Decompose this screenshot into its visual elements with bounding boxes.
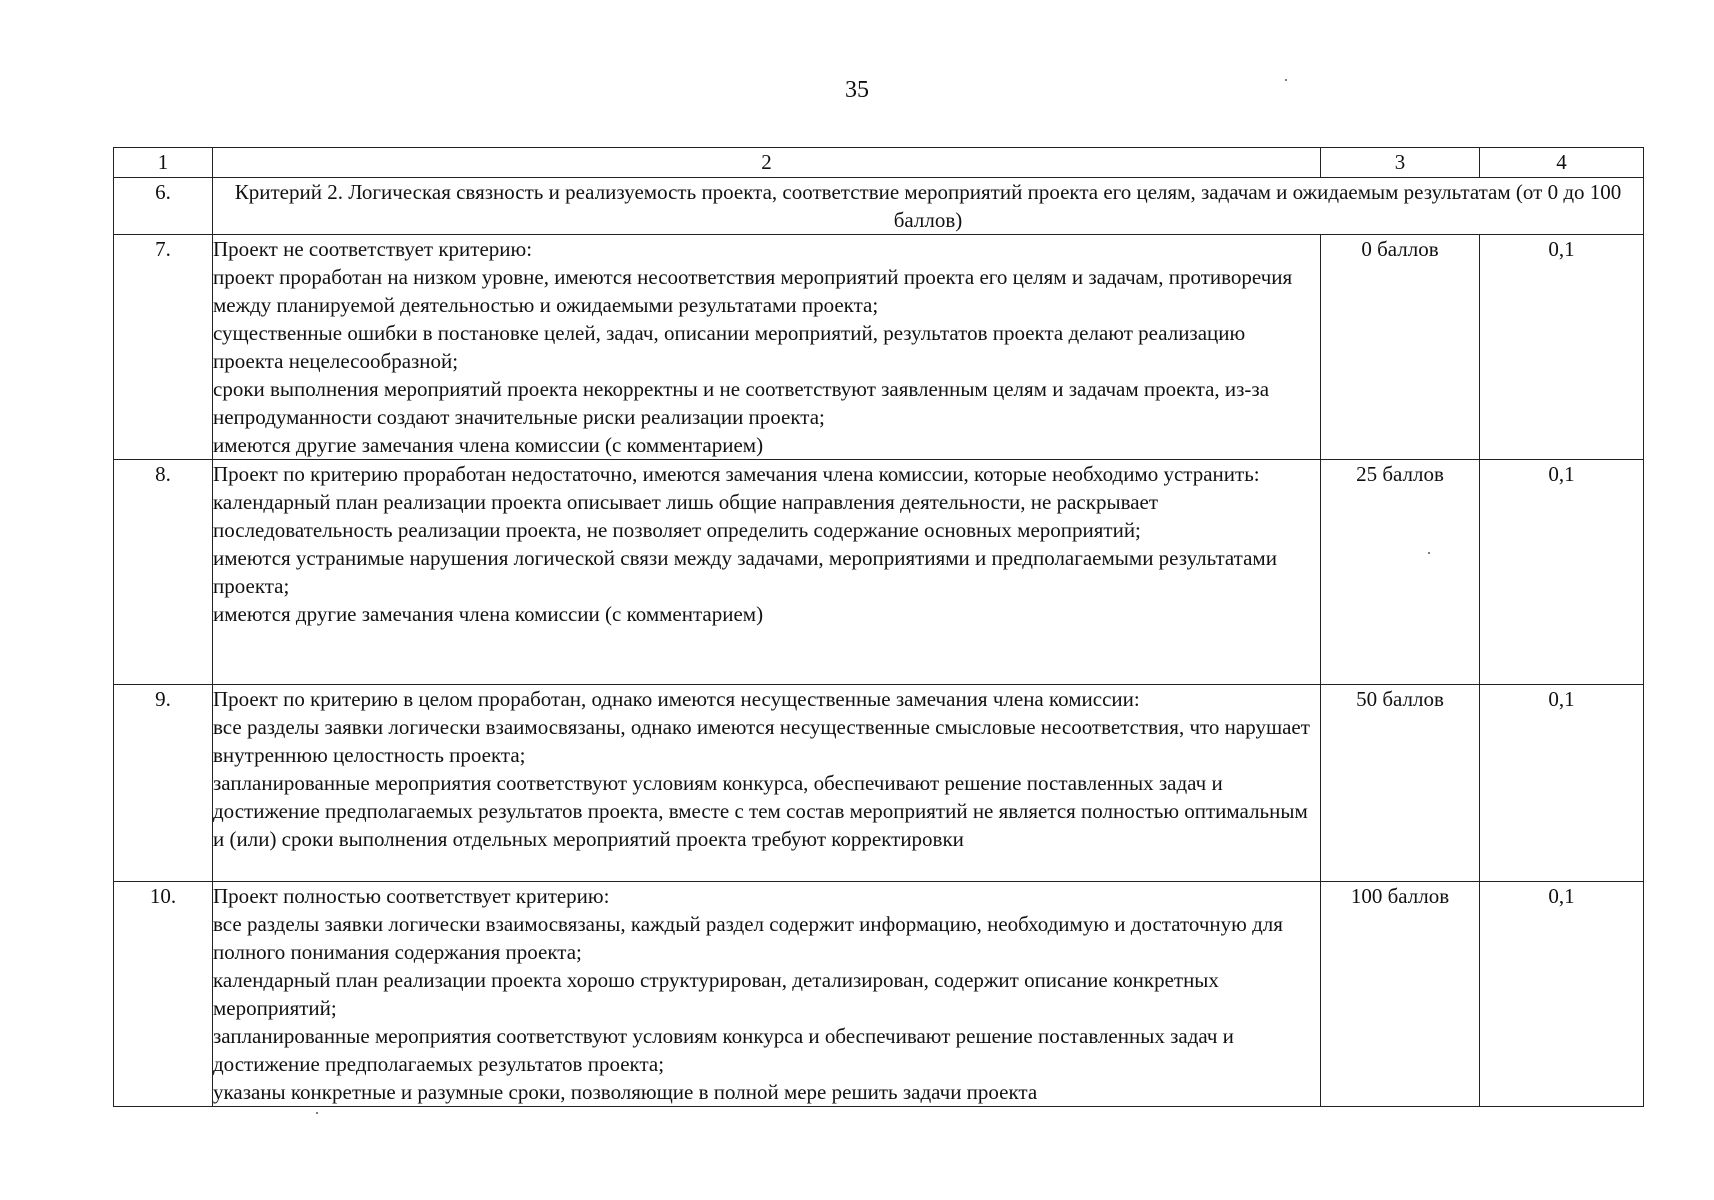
criterion-title: Критерий 2. Логическая связность и реализуемость проекта, соответствие мероприятий проекта его целям, задачам и ожидаемым результатам (от 0 до 100 баллов) <box>213 178 1644 235</box>
row-number: 8. <box>114 460 213 685</box>
column-number-1: 1 <box>114 148 213 178</box>
score-cell: 100 баллов <box>1321 882 1480 1107</box>
description-line: календарный план реализации проекта хорошо структурирован, детализирован, содержит описание конкретных мероприятий; <box>213 968 1219 1020</box>
description-line: Проект по критерию в целом проработан, однако имеются несущественные замечания члена комиссии: <box>213 687 1140 711</box>
description-line: указаны конкретные и разумные сроки, позволяющие в полной мере решить задачи проекта <box>213 1080 1038 1104</box>
criterion-title-row <box>114 178 1644 235</box>
weight-cell: 0,1 <box>1480 460 1644 685</box>
weight-cell: 0,1 <box>1480 235 1644 460</box>
table-row <box>114 882 1644 1107</box>
table-row <box>114 685 1644 882</box>
description-line: существенные ошибки в постановке целей, задач, описании мероприятий, результатов проекта делают реализацию проекта нецелесообразной; <box>213 321 1246 373</box>
page-number: 35 <box>845 77 869 103</box>
column-number-2: 2 <box>213 148 1321 178</box>
weight-cell: 0,1 <box>1480 882 1644 1107</box>
description-line: Проект по критерию проработан недостаточно, имеются замечания члена комиссии, которые необходимо устранить: <box>213 462 1260 486</box>
description-line: имеются устранимые нарушения логической связи между задачами, мероприятиями и предполагаемыми результатами проекта; <box>213 546 1277 598</box>
table-row <box>114 235 1644 460</box>
column-number-row <box>114 148 1644 178</box>
row-number: 9. <box>114 685 213 882</box>
column-number-3: 3 <box>1321 148 1480 178</box>
row-description <box>213 460 1321 685</box>
table-row <box>114 460 1644 685</box>
description-line: календарный план реализации проекта описывает лишь общие направления деятельности, не раскрывает последовательность реализации проекта, не позволяет определить содержание основных мероприятий; <box>213 490 1159 542</box>
description-line: запланированные мероприятия соответствуют условиям конкурса и обеспечивают решение поставленных задач и достижение предполагаемых результатов проекта; <box>213 1024 1234 1076</box>
row-description <box>213 685 1321 882</box>
description-line: все разделы заявки логически взаимосвязаны, однако имеются несущественные смысловые несоответствия, что нарушает внутреннюю целостность проекта; <box>213 715 1310 767</box>
scan-speck <box>316 1112 318 1114</box>
description-line: проект проработан на низком уровне, имеются несоответствия мероприятий проекта его целям и задачам, противоречия между планируемой деятельностью и ожидаемыми результатами проекта; <box>213 265 1293 317</box>
description-line: Проект полностью соответствует критерию: <box>213 884 610 908</box>
score-cell: 50 баллов <box>1321 685 1480 882</box>
weight-cell: 0,1 <box>1480 685 1644 882</box>
description-line: запланированные мероприятия соответствуют условиям конкурса, обеспечивают решение поставленных задач и достижение предполагаемых результатов проекта, вместе с тем состав мероприятий не является полностью оптимальным и (или) сроки выполнения отдельных мероприятий проекта требуют корректировки <box>213 771 1308 851</box>
score-cell: 25 баллов <box>1321 460 1480 685</box>
row-description <box>213 235 1321 460</box>
description-line: имеются другие замечания члена комиссии (с комментарием) <box>213 433 764 457</box>
criteria-table <box>113 147 1644 1107</box>
row-number: 6. <box>114 178 213 235</box>
column-number-4: 4 <box>1480 148 1644 178</box>
description-line: Проект не соответствует критерию: <box>213 237 533 261</box>
description-line: имеются другие замечания члена комиссии (с комментарием) <box>213 602 764 626</box>
scan-speck <box>1285 79 1287 81</box>
score-cell: 0 баллов <box>1321 235 1480 460</box>
description-line: сроки выполнения мероприятий проекта некорректны и не соответствуют заявленным целям и задачам проекта, из-за непродуманности создают значительные риски реализации проекта; <box>213 377 1270 429</box>
description-line: все разделы заявки логически взаимосвязаны, каждый раздел содержит информацию, необходимую и достаточную для полного понимания содержания проекта; <box>213 912 1283 964</box>
row-description <box>213 882 1321 1107</box>
row-number: 10. <box>114 882 213 1107</box>
row-number: 7. <box>114 235 213 460</box>
